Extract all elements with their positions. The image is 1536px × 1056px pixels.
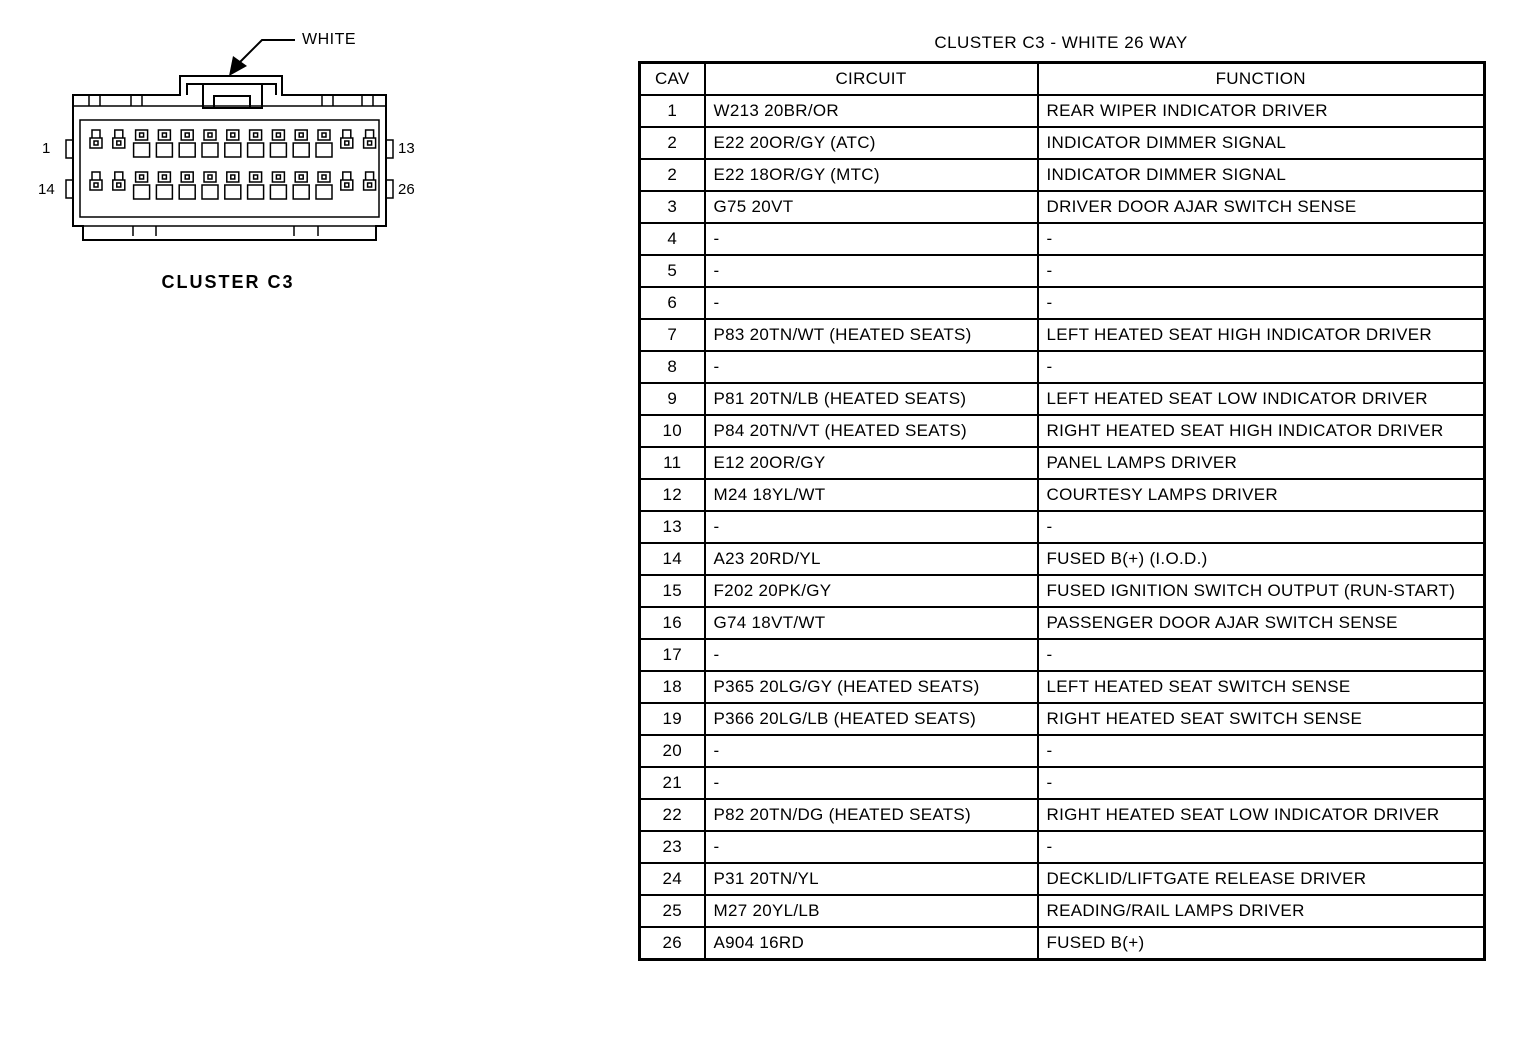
- circuit-cell: E22 20OR/GY (ATC): [705, 127, 1038, 159]
- circuit-cell: W213 20BR/OR: [705, 95, 1038, 127]
- function-cell: COURTESY LAMPS DRIVER: [1038, 479, 1485, 511]
- cavity: [202, 172, 218, 199]
- color-leader-line: [240, 40, 295, 62]
- cavity: [156, 172, 172, 199]
- table-row: [640, 319, 1485, 351]
- cav-cell: 18: [640, 671, 705, 703]
- cavity: [270, 172, 286, 199]
- circuit-cell: M27 20YL/LB: [705, 895, 1038, 927]
- cavity: [248, 130, 264, 157]
- function-cell: FUSED B(+) (I.O.D.): [1038, 543, 1485, 575]
- function-cell: INDICATOR DIMMER SIGNAL: [1038, 159, 1485, 191]
- table-row: [640, 863, 1485, 895]
- circuit-cell: P82 20TN/DG (HEATED SEATS): [705, 799, 1038, 831]
- header-function: FUNCTION: [1038, 63, 1485, 96]
- circuit-cell: -: [705, 767, 1038, 799]
- table-row: [640, 383, 1485, 415]
- function-cell: -: [1038, 831, 1485, 863]
- table-row: [640, 895, 1485, 927]
- table-row: [640, 479, 1485, 511]
- circuit-cell: -: [705, 255, 1038, 287]
- table-row: [640, 703, 1485, 735]
- table-row: [640, 351, 1485, 383]
- header-circuit: CIRCUIT: [705, 63, 1038, 96]
- function-cell: LEFT HEATED SEAT LOW INDICATOR DRIVER: [1038, 383, 1485, 415]
- function-cell: -: [1038, 767, 1485, 799]
- cav-cell: 25: [640, 895, 705, 927]
- circuit-cell: -: [705, 639, 1038, 671]
- function-cell: RIGHT HEATED SEAT LOW INDICATOR DRIVER: [1038, 799, 1485, 831]
- circuit-cell: G74 18VT/WT: [705, 607, 1038, 639]
- cav-cell: 11: [640, 447, 705, 479]
- function-cell: FUSED B(+): [1038, 927, 1485, 960]
- cav-cell: 16: [640, 607, 705, 639]
- cav-cell: 10: [640, 415, 705, 447]
- cavity: [113, 130, 125, 148]
- circuit-cell: A23 20RD/YL: [705, 543, 1038, 575]
- circuit-cell: P83 20TN/WT (HEATED SEATS): [705, 319, 1038, 351]
- cavity: [316, 130, 332, 157]
- circuit-cell: P365 20LG/GY (HEATED SEATS): [705, 671, 1038, 703]
- cav-cell: 7: [640, 319, 705, 351]
- table-row: [640, 799, 1485, 831]
- table-row: [640, 287, 1485, 319]
- circuit-cell: P84 20TN/VT (HEATED SEATS): [705, 415, 1038, 447]
- table-row: [640, 607, 1485, 639]
- cavity: [134, 130, 150, 157]
- cav-cell: 24: [640, 863, 705, 895]
- function-cell: PANEL LAMPS DRIVER: [1038, 447, 1485, 479]
- connector-caption: CLUSTER C3: [161, 272, 295, 292]
- function-cell: RIGHT HEATED SEAT SWITCH SENSE: [1038, 703, 1485, 735]
- circuit-cell: -: [705, 223, 1038, 255]
- cavity: [270, 130, 286, 157]
- circuit-cell: E22 18OR/GY (MTC): [705, 159, 1038, 191]
- table-row: [640, 639, 1485, 671]
- table-row: [640, 735, 1485, 767]
- cavity: [134, 172, 150, 199]
- circuit-cell: -: [705, 511, 1038, 543]
- table-row: [640, 191, 1485, 223]
- pinout-table: [638, 61, 1486, 961]
- function-cell: PASSENGER DOOR AJAR SWITCH SENSE: [1038, 607, 1485, 639]
- function-cell: DECKLID/LIFTGATE RELEASE DRIVER: [1038, 863, 1485, 895]
- function-cell: -: [1038, 735, 1485, 767]
- header-cav: CAV: [640, 63, 705, 96]
- circuit-cell: P366 20LG/LB (HEATED SEATS): [705, 703, 1038, 735]
- cavity: [341, 172, 353, 190]
- cavity: [225, 130, 241, 157]
- circuit-cell: G75 20VT: [705, 191, 1038, 223]
- cav-cell: 6: [640, 287, 705, 319]
- function-cell: FUSED IGNITION SWITCH OUTPUT (RUN-START): [1038, 575, 1485, 607]
- circuit-cell: P81 20TN/LB (HEATED SEATS): [705, 383, 1038, 415]
- cav-cell: 21: [640, 767, 705, 799]
- cavity: [113, 172, 125, 190]
- cavity: [156, 130, 172, 157]
- cav-cell: 20: [640, 735, 705, 767]
- function-cell: RIGHT HEATED SEAT HIGH INDICATOR DRIVER: [1038, 415, 1485, 447]
- cavity: [90, 130, 102, 148]
- table-row: [640, 223, 1485, 255]
- cav-cell: 22: [640, 799, 705, 831]
- connector-inner-face: [80, 120, 379, 217]
- circuit-cell: -: [705, 735, 1038, 767]
- table-row: [640, 575, 1485, 607]
- table-row: [640, 671, 1485, 703]
- circuit-cell: M24 18YL/WT: [705, 479, 1038, 511]
- connector-housing: [73, 76, 386, 240]
- function-cell: -: [1038, 639, 1485, 671]
- function-cell: LEFT HEATED SEAT HIGH INDICATOR DRIVER: [1038, 319, 1485, 351]
- pin-label-last-bottom: 26: [398, 181, 415, 198]
- cavity: [316, 172, 332, 199]
- pin-label-last-top: 13: [398, 140, 415, 157]
- cav-cell: 2: [640, 159, 705, 191]
- table-row: [640, 927, 1485, 960]
- table-row: [640, 767, 1485, 799]
- circuit-cell: -: [705, 351, 1038, 383]
- connector-diagram: [0, 0, 620, 320]
- cavity: [293, 130, 309, 157]
- function-cell: -: [1038, 287, 1485, 319]
- cav-cell: 5: [640, 255, 705, 287]
- circuit-cell: -: [705, 287, 1038, 319]
- cavity: [364, 172, 376, 190]
- circuit-cell: A904 16RD: [705, 927, 1038, 960]
- function-cell: LEFT HEATED SEAT SWITCH SENSE: [1038, 671, 1485, 703]
- cavity: [202, 130, 218, 157]
- cav-cell: 4: [640, 223, 705, 255]
- function-cell: -: [1038, 511, 1485, 543]
- cav-cell: 13: [640, 511, 705, 543]
- circuit-cell: F202 20PK/GY: [705, 575, 1038, 607]
- function-cell: -: [1038, 255, 1485, 287]
- connector-lock-tab: [187, 84, 276, 108]
- function-cell: INDICATOR DIMMER SIGNAL: [1038, 127, 1485, 159]
- table-row: [640, 831, 1485, 863]
- cavity: [248, 172, 264, 199]
- function-cell: DRIVER DOOR AJAR SWITCH SENSE: [1038, 191, 1485, 223]
- cav-cell: 15: [640, 575, 705, 607]
- table-title: CLUSTER C3 - WHITE 26 WAY: [934, 33, 1188, 52]
- color-label: WHITE: [302, 31, 357, 48]
- cav-cell: 17: [640, 639, 705, 671]
- table-row: [640, 543, 1485, 575]
- table-row: [640, 415, 1485, 447]
- cav-cell: 23: [640, 831, 705, 863]
- circuit-cell: -: [705, 831, 1038, 863]
- cavity: [293, 172, 309, 199]
- table-row: [640, 159, 1485, 191]
- function-cell: -: [1038, 223, 1485, 255]
- pin-label-first-top: 1: [42, 140, 51, 157]
- table-header-row: [640, 63, 1485, 96]
- cav-cell: 8: [640, 351, 705, 383]
- circuit-cell: E12 20OR/GY: [705, 447, 1038, 479]
- cav-cell: 9: [640, 383, 705, 415]
- table-row: [640, 127, 1485, 159]
- cav-cell: 19: [640, 703, 705, 735]
- cav-cell: 26: [640, 927, 705, 960]
- cavity: [364, 130, 376, 148]
- table-row: [640, 255, 1485, 287]
- pin-label-first-bottom: 14: [38, 181, 55, 198]
- table-row: [640, 511, 1485, 543]
- function-cell: READING/RAIL LAMPS DRIVER: [1038, 895, 1485, 927]
- function-cell: REAR WIPER INDICATOR DRIVER: [1038, 95, 1485, 127]
- table-row: [640, 95, 1485, 127]
- circuit-cell: P31 20TN/YL: [705, 863, 1038, 895]
- cavity: [179, 172, 195, 199]
- cavity: [341, 130, 353, 148]
- function-cell: -: [1038, 351, 1485, 383]
- cav-cell: 14: [640, 543, 705, 575]
- cavity-grid: [90, 130, 376, 199]
- cavity: [90, 172, 102, 190]
- table-row: [640, 447, 1485, 479]
- cavity: [225, 172, 241, 199]
- cav-cell: 1: [640, 95, 705, 127]
- cav-cell: 12: [640, 479, 705, 511]
- cavity: [179, 130, 195, 157]
- cav-cell: 3: [640, 191, 705, 223]
- cav-cell: 2: [640, 127, 705, 159]
